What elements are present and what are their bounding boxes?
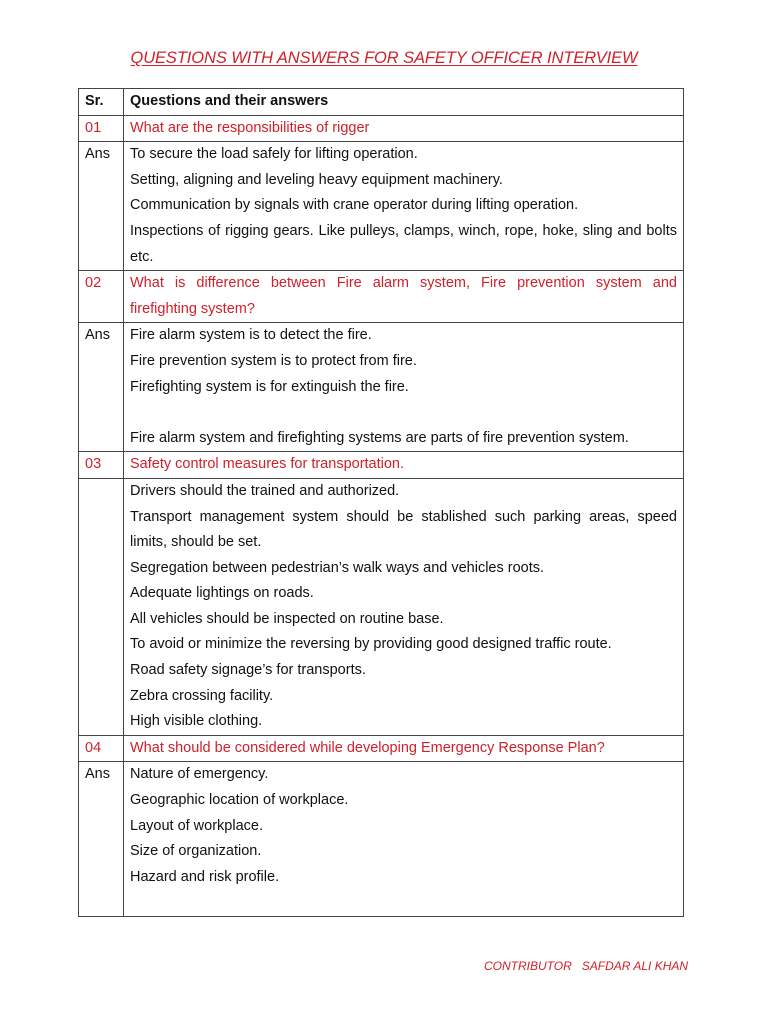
question-number: 01 (79, 115, 124, 142)
answer-cell (124, 323, 684, 452)
sr-header: Sr. (79, 89, 124, 116)
question-number: 02 (79, 271, 124, 323)
answer-line: Fire alarm system is to detect the fire. (130, 327, 372, 344)
question-row (79, 735, 684, 762)
contributor-footer: CONTRIBUTOR SAFDAR ALI KHAN (484, 959, 689, 973)
question-row (79, 115, 684, 142)
answer-line: To secure the load safely for lifting operation. (130, 146, 418, 163)
question-number: 04 (79, 735, 124, 762)
answer-label: Ans (79, 762, 124, 917)
question-number: 03 (79, 452, 124, 479)
answer-row (79, 478, 684, 735)
question-text: What should be considered while developing Emergency Response Plan? (124, 735, 684, 762)
answer-line: Communication by signals with crane operator during lifting operation. (130, 197, 579, 214)
answer-line: Segregation between pedestrian’s walk ways and vehicles roots. (130, 559, 545, 576)
answer-label: Ans (79, 323, 124, 452)
answer-line: All vehicles should be inspected on routine base. (130, 610, 444, 627)
question-text: What are the responsibilities of rigger (124, 115, 684, 142)
answer-line: Adequate lightings on roads. (130, 585, 314, 602)
question-row (79, 271, 684, 323)
qa-header: Questions and their answers (124, 89, 684, 116)
answer-line: Layout of workplace. (130, 817, 263, 834)
answer-line: Size of organization. (130, 843, 262, 860)
table-header-row (79, 89, 684, 116)
answer-cell (124, 142, 684, 271)
answer-cell (124, 478, 684, 735)
answer-line: Inspections of rigging gears. Like pulleys, clamps, winch, rope, hoke, sling and bolts etc. (130, 222, 677, 265)
answer-row (79, 762, 684, 917)
question-text: Safety control measures for transportation. (124, 452, 684, 479)
answer-label: Ans (79, 142, 124, 271)
qa-table (78, 88, 684, 917)
answer-row (79, 323, 684, 452)
answer-line: Hazard and risk profile. (130, 868, 280, 885)
answer-line: Geographic location of workplace. (130, 792, 349, 809)
blank-line (130, 400, 677, 426)
answer-line: To avoid or minimize the reversing by providing good designed traffic route. (130, 636, 612, 653)
answer-line: Fire prevention system is to protect from fire. (130, 352, 417, 369)
answer-line: Setting, aligning and leveling heavy equipment machinery. (130, 171, 503, 188)
answer-line: Nature of emergency. (130, 766, 269, 783)
answer-label (79, 478, 124, 735)
answer-line: Road safety signage’s for transports. (130, 662, 366, 679)
answer-line: Firefighting system is for extinguish the fire. (130, 378, 409, 395)
answer-line: High visible clothing. (130, 713, 263, 730)
answer-row (79, 142, 684, 271)
answer-line: Transport management system should be stablished such parking areas, speed limits, should be set. (130, 508, 677, 551)
answer-line: Fire alarm system and firefighting systems are parts of fire prevention system. (130, 429, 629, 446)
blank-line (130, 890, 677, 916)
answer-cell (124, 762, 684, 917)
page-title: QUESTIONS WITH ANSWERS FOR SAFETY OFFICER INTERVIEW (130, 49, 638, 67)
answer-line: Drivers should the trained and authorized. (130, 482, 400, 499)
question-row (79, 452, 684, 479)
question-text: What is difference between Fire alarm system, Fire prevention system and firefighting system? (124, 271, 684, 323)
answer-line: Zebra crossing facility. (130, 687, 274, 704)
